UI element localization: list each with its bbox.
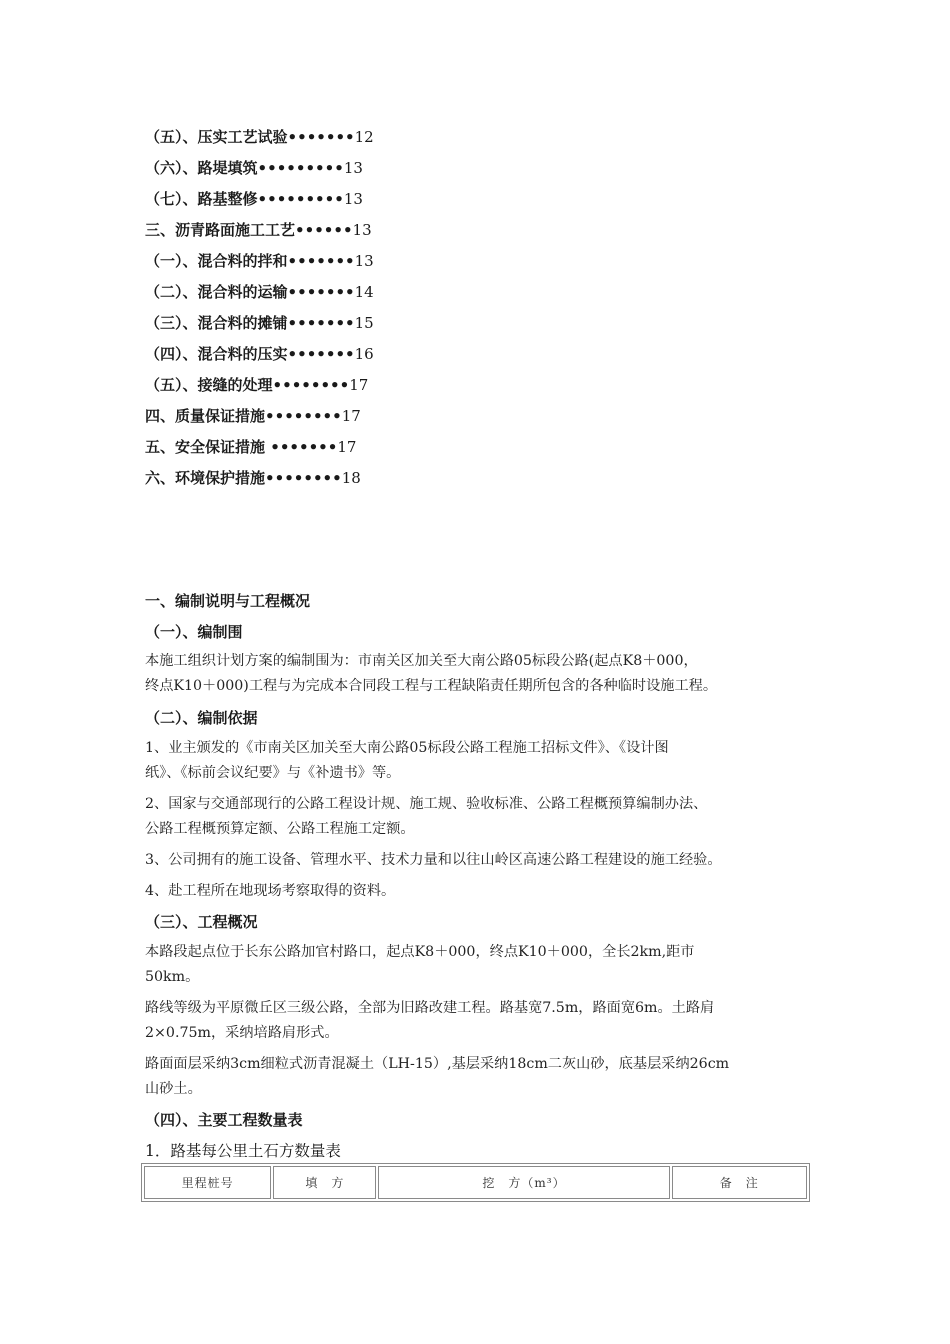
subsection-title: （一）、编制围 [145, 623, 243, 641]
toc-dot-leader: ••••••• [287, 252, 355, 270]
toc-page-number: 18 [341, 469, 361, 487]
toc-page-number: 17 [337, 438, 357, 456]
paragraph-line: 本施工组织计划方案的编制围为：市南关区加关至大南公路05标段公路(起点K8＋000， [145, 653, 698, 669]
toc-entry-label: （四）、混合料的压实 [145, 345, 288, 363]
paragraph-line: 1、业主颁发的《市南关区加关至大南公路05标段公路工程施工招标文件》、《设计图 [145, 740, 669, 756]
toc-entry-label: （六）、路堤填筑 [145, 159, 258, 177]
toc-entry[interactable] [145, 220, 372, 240]
toc-entry-label: （五）、接缝的处理 [145, 376, 273, 394]
toc-entry[interactable] [145, 127, 374, 147]
paragraph [145, 940, 825, 990]
toc-dot-leader: ••••••• [270, 438, 338, 456]
column-header: 备 注 [672, 1166, 807, 1199]
toc-entry[interactable] [145, 158, 363, 178]
toc-dot-leader: •••••••• [265, 469, 342, 487]
toc-dot-leader: ••••••••• [257, 190, 344, 208]
paragraph [145, 649, 825, 699]
paragraph [145, 736, 825, 786]
subsection-title: （三）、工程概况 [145, 913, 258, 931]
toc-entry-label: 六、环境保护措施 [145, 469, 266, 487]
paragraph-line: 终点K10＋000)工程与为完成本合同段工程与工程缺陷责任期所包含的各种临时设施工程。 [145, 678, 718, 694]
toc-page-number: 13 [343, 159, 363, 177]
paragraph-line: 4、赴工程所在地现场考察取得的资料。 [145, 883, 396, 899]
toc-page-number: 13 [354, 252, 374, 270]
paragraph [145, 792, 825, 842]
toc-entry-label: （五）、压实工艺试验 [145, 128, 288, 146]
toc-dot-leader: ••••••• [287, 128, 355, 146]
toc-entry[interactable] [145, 375, 368, 395]
toc-entry-label: 三、沥青路面施工工艺 [145, 221, 296, 239]
toc-entry-label: （七）、路基整修 [145, 190, 258, 208]
toc-entry[interactable] [145, 437, 356, 457]
earthwork-quantity-table [141, 1163, 810, 1202]
table-title: 1．路基每公里土石方数量表 [145, 1142, 341, 1160]
table-header-row [144, 1166, 807, 1199]
section-title: 一、编制说明与工程概况 [145, 592, 311, 610]
column-header: 填 方 [273, 1166, 376, 1199]
toc-entry[interactable] [145, 282, 374, 302]
toc-entry-label: （一）、混合料的拌和 [145, 252, 288, 270]
toc-entry-label: 四、质量保证措施 [145, 407, 266, 425]
toc-dot-leader: ••••••••• [257, 159, 344, 177]
toc-page-number: 17 [341, 407, 361, 425]
paragraph [145, 996, 825, 1046]
toc-page-number: 15 [354, 314, 374, 332]
toc-entry-label: （二）、混合料的运输 [145, 283, 288, 301]
paragraph-line: 50km。 [145, 969, 200, 985]
toc-dot-leader: •••••• [295, 221, 353, 239]
toc-entry[interactable] [145, 468, 361, 488]
toc-page-number: 17 [349, 376, 369, 394]
paragraph-line: 路线等级为平原微丘区三级公路，全部为旧路改建工程。路基宽7.5m，路面宽6m。土路肩 [145, 1000, 715, 1016]
column-header: 挖 方（m³） [378, 1166, 669, 1199]
paragraph [145, 848, 825, 873]
paragraph-line: 纸》、《标前会议纪要》与《补遗书》等。 [145, 765, 401, 781]
toc-entry[interactable] [145, 344, 374, 364]
toc-page-number: 14 [354, 283, 374, 301]
toc-entry-label: 五、安全保证措施 [145, 438, 271, 456]
paragraph [145, 1052, 825, 1102]
column-header: 里程桩号 [144, 1166, 271, 1199]
toc-page-number: 12 [354, 128, 374, 146]
toc-dot-leader: •••••••• [272, 376, 350, 394]
toc-page-number: 13 [352, 221, 372, 239]
paragraph-line: 2×0.75m，采纳培路肩形式。 [145, 1025, 339, 1041]
toc-dot-leader: ••••••• [287, 283, 355, 301]
toc-entry-label: （三）、混合料的摊铺 [145, 314, 288, 332]
subsection-title: （二）、编制依据 [145, 709, 258, 727]
toc-entry[interactable] [145, 406, 361, 426]
toc-entry[interactable] [145, 313, 374, 333]
toc-dot-leader: ••••••• [287, 345, 355, 363]
paragraph-line: 路面面层采纳3cm细粒式沥青混凝土（LH-15）,基层采纳18cm二灰山砂，底基层采纳26cm [145, 1056, 730, 1072]
paragraph-line: 本路段起点位于长东公路加官村路口，起点K8＋000，终点K10＋000，全长2km,距市 [145, 944, 695, 960]
paragraph-line: 2、国家与交通部现行的公路工程设计规、施工规、验收标准、公路工程概预算编制办法、 [145, 796, 708, 812]
toc-dot-leader: ••••••• [287, 314, 355, 332]
toc-entry[interactable] [145, 251, 374, 271]
paragraph-line: 公路工程概预算定额、公路工程施工定额。 [145, 821, 415, 837]
subsection-title: （四）、主要工程数量表 [145, 1111, 303, 1129]
toc-page-number: 13 [343, 190, 363, 208]
paragraph-line: 山砂土。 [145, 1081, 202, 1097]
paragraph [145, 879, 825, 904]
toc-entry[interactable] [145, 189, 363, 209]
paragraph-line: 3、公司拥有的施工设备、管理水平、技术力量和以往山岭区高速公路工程建设的施工经验。 [145, 852, 722, 868]
toc-dot-leader: •••••••• [265, 407, 342, 425]
toc-page-number: 16 [354, 345, 374, 363]
